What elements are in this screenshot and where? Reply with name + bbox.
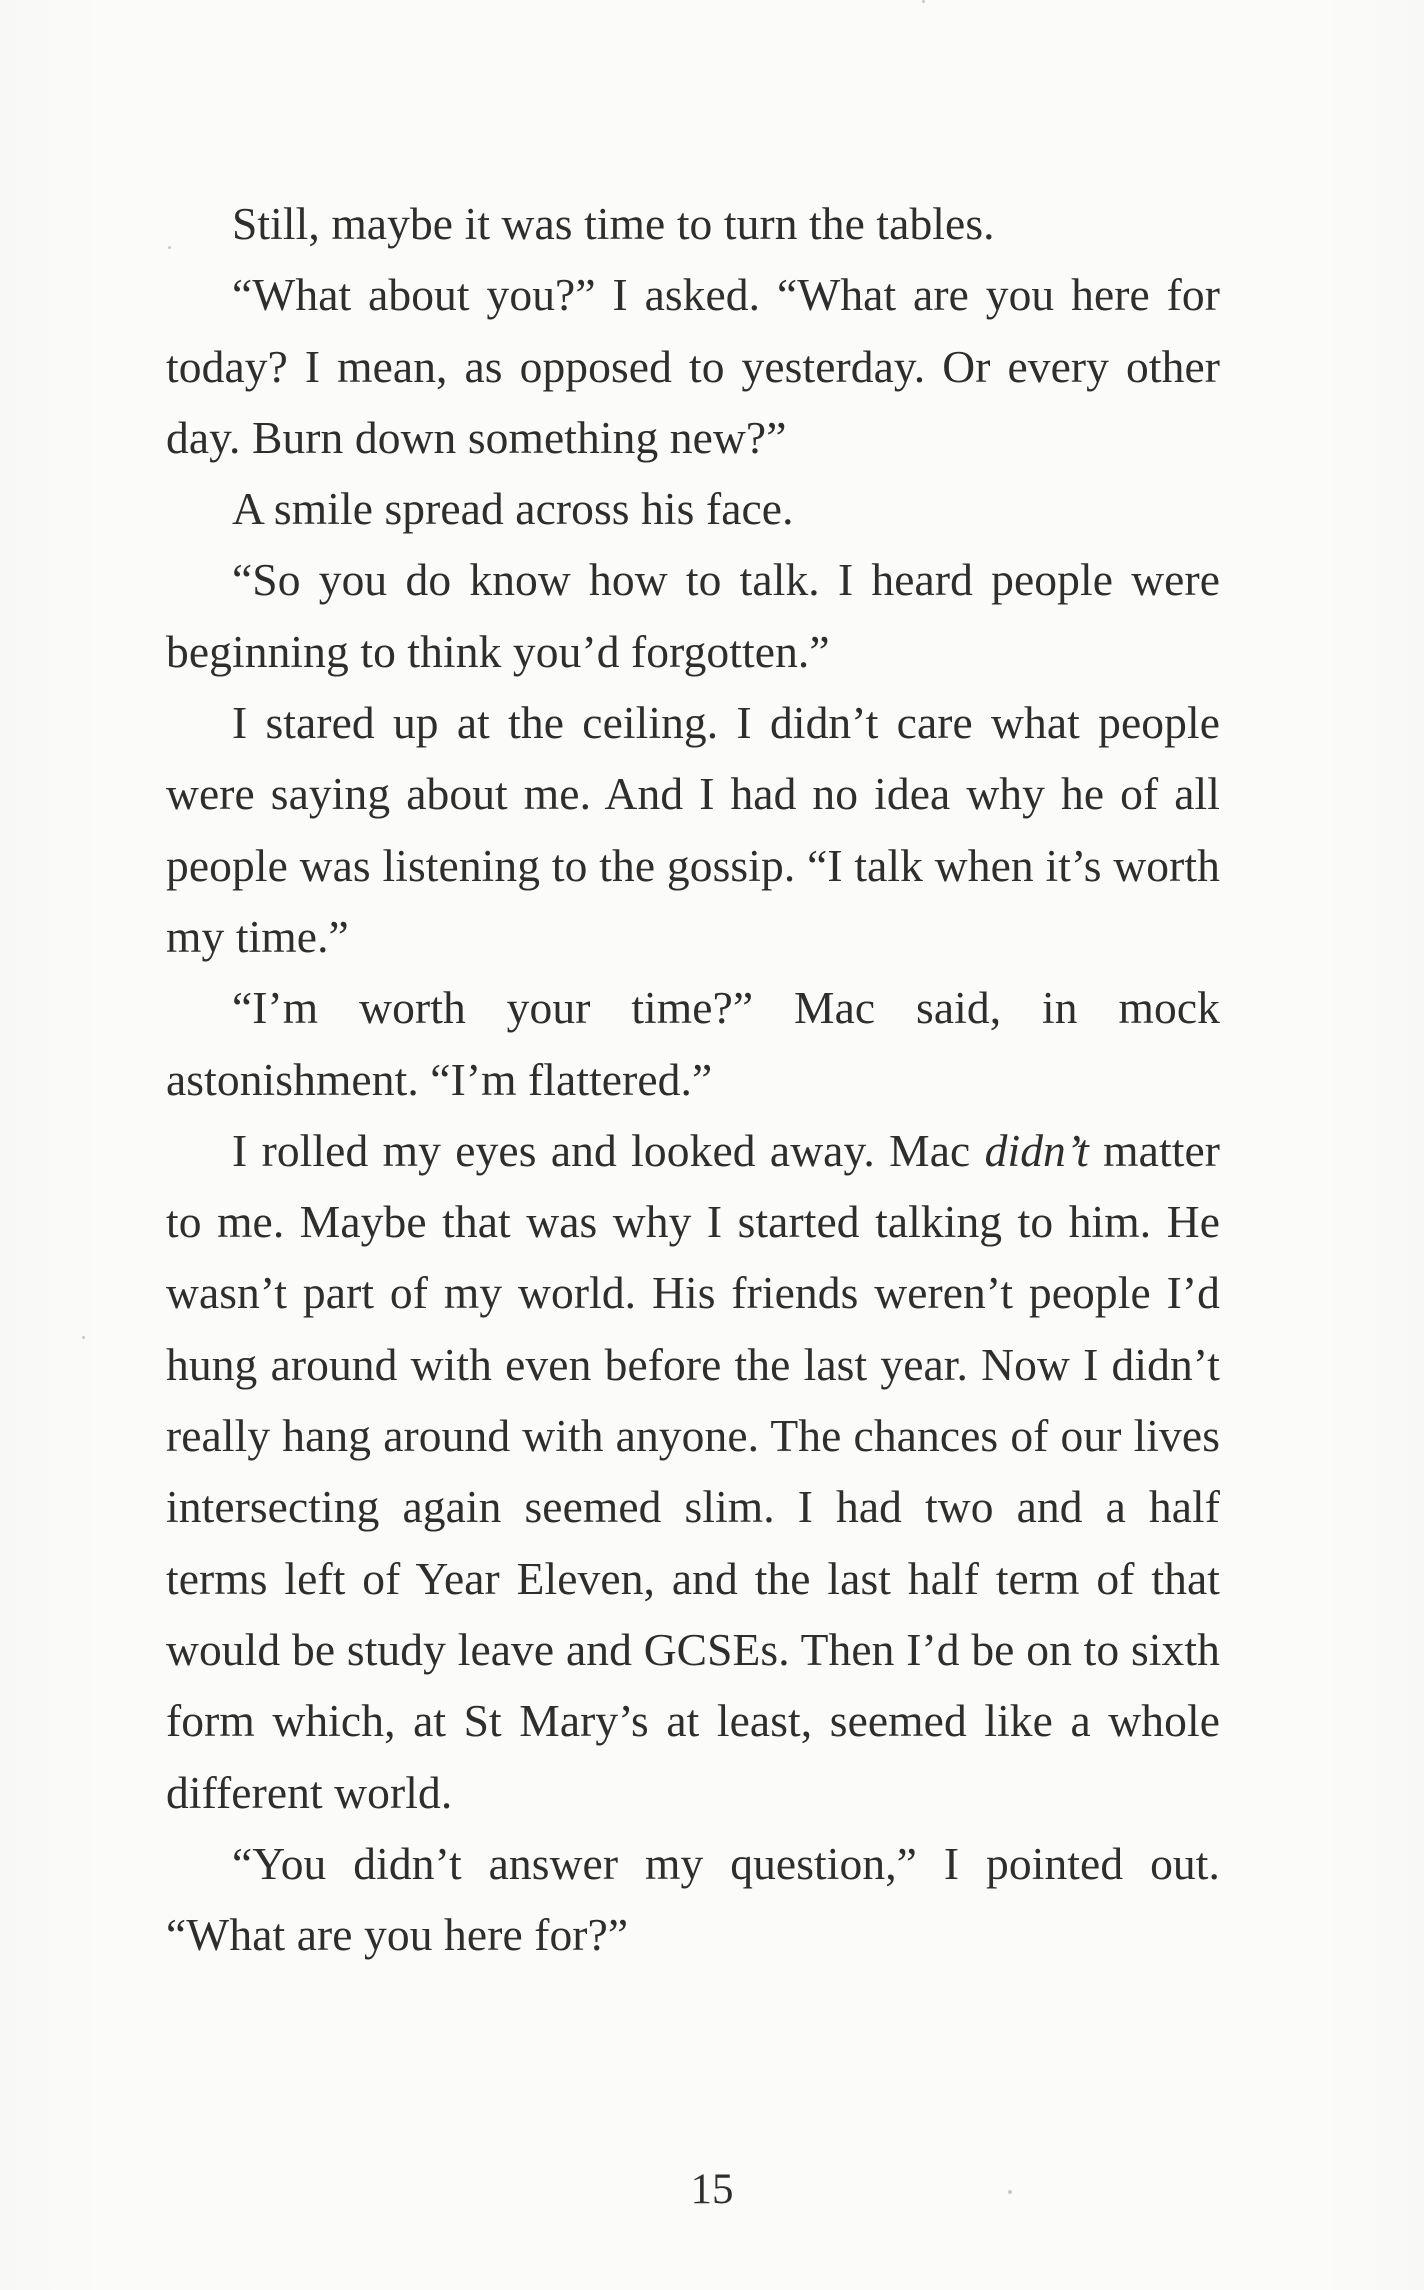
paragraph: A smile spread across his face.	[232, 483, 794, 535]
paragraph: “I’m worth your time?” Mac said, in mock astonishment. “I’m flattered.”	[166, 982, 1220, 1105]
paper-speck	[922, 0, 925, 3]
paragraph: Still, maybe it was time to turn the tables.	[232, 198, 995, 249]
paragraph: “What about you?” I asked. “What are you here for today? I mean, as opposed to yesterday. Or every other day. Burn down something new?”	[166, 269, 1220, 463]
paragraph-text: I rolled my eyes and looked away. Mac	[232, 1124, 985, 1176]
paragraph: I stared up at the ceiling. I didn’t care what people were saying about me. And I had no idea why he of all people was listening to the gossip. “I talk when it’s worth my time.”	[166, 697, 1220, 962]
paragraph: “So you do know how to talk. I heard people were beginning to think you’d forgotten.”	[166, 554, 1220, 677]
paper-speck	[168, 246, 171, 249]
paragraph: “You didn’t answer my question,” I pointed out. “What are you here for?”	[166, 1837, 1220, 1961]
paragraph	[166, 1115, 1220, 1828]
paper-speck	[82, 1336, 85, 1339]
body-text	[166, 188, 1220, 1970]
emphasized-word: didn’t	[984, 1124, 1089, 1176]
paragraph-text: matter to me. Maybe that was why I started talking to him. He wasn’t part of my world. His friends weren’t people I’d hung around with even before the last year. Now I didn’t really hang around with anyone. The chances of our lives intersecting again seemed slim. I had two and a half terms left of Year Eleven, and the last half term of that would be study leave and GCSEs. Then I’d be on to sixth form which, at St Mary’s at least, seemed like a whole different world.	[166, 1124, 1220, 1818]
page-number: 15	[690, 2166, 734, 2213]
paper-speck	[1008, 2190, 1012, 2194]
